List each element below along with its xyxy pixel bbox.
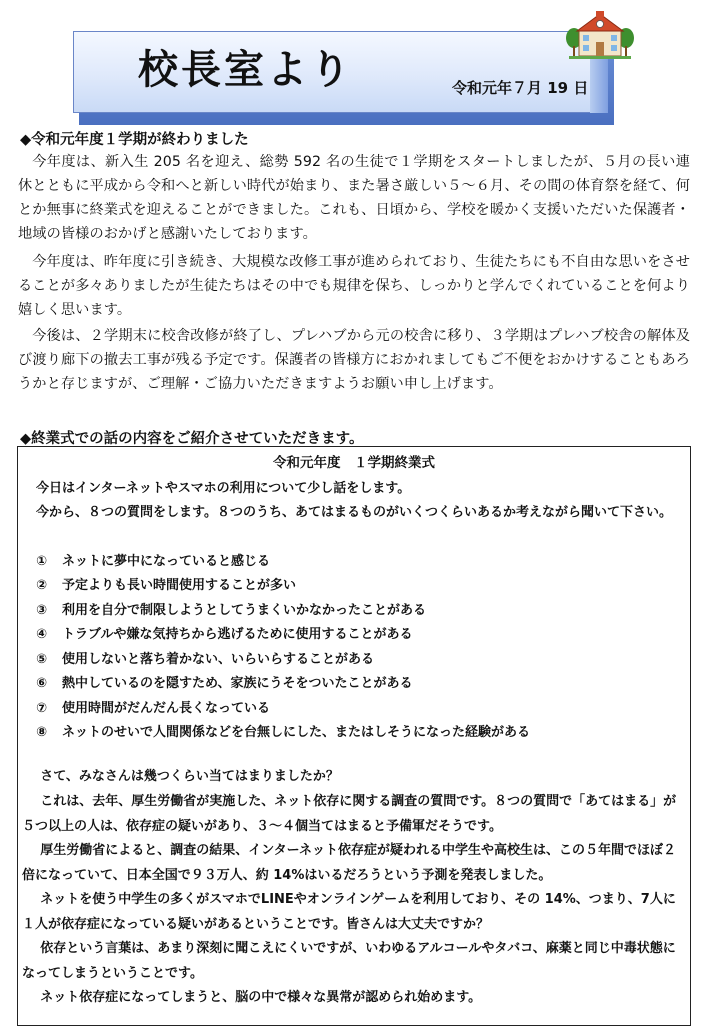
question-number: ⑦ <box>36 701 48 716</box>
banner-curl <box>590 57 608 113</box>
question-number: ④ <box>36 627 48 642</box>
speech-paragraph-3: 厚生労働省によると、調査の結果、インターネット依存症が疑われる中学生や高校生は、この５年間でほぼ２倍になっていて、日本全国で９３万人、約 14%はいるだろうという予測を発表しました。 <box>22 843 677 883</box>
page-title: 校長室より <box>138 47 353 93</box>
speech-paragraph-5: 依存という言葉は、あまり深刻に聞こえにくいですが、いわゆるアルコールやタバコ、麻薬と同じ中毒状態になってしまうということです。 <box>22 941 676 981</box>
speech-paragraph-4: ネットを使う中学生の多くがスマホでLINEやオンラインゲームを利用しており、その 14%、つまり、7人に１人が依存症になっている疑いがあるということです。皆さんは大丈夫ですか？ <box>22 892 676 932</box>
paragraph-2: 今年度は、昨年度に引き続き、大規模な改修工事が進められており、生徒たちにも不自由な思いをさせることが多々ありましたが生徒たちはその中でも規律を保ち、しっかりと学んでくれていることを何より嬉しく思います。 <box>18 254 690 318</box>
question-item <box>36 697 270 716</box>
speech-intro-2: 今から、８つの質問をします。８つのうち、あてはまるものがいくつくらいあるか考えながら聞いて下さい。 <box>36 505 672 520</box>
question-text: 使用しないと落ち着かない、いらいらすることがある <box>62 652 375 667</box>
paragraph-3: 今後は、２学期末に校舎改修が終了し、プレハブから元の校舎に移り、３学期はプレハブ校舎の解体及び渡り廊下の撤去工事が残る予定です。保護者の皆様方におかれましてもご不便をおかけすることもあろうかと存じますが、ご理解・ご協力いただきますようお願い申し上げます。 <box>18 328 690 392</box>
question-item <box>36 648 374 667</box>
question-text: トラブルや嫌な気持ちから逃げるために使用することがある <box>62 627 413 642</box>
paragraph-1: 今年度は、新入生 205 名を迎え、総勢 592 名の生徒で１学期をスタートしましたが、５月の長い連休とともに平成から令和へと新しい時代が始まり、また暑さ厳しい５～６月、その間の体育祭を経て、何とか無事に終業式を迎えることができました。これも、日頃から、学校を暖かく支援いただいた保護者・地域の皆様のおかげと感謝いたしております。 <box>18 154 690 242</box>
question-number: ⑧ <box>36 725 48 740</box>
question-item <box>36 721 530 740</box>
speech-title: 令和元年度 １学期終業式 <box>273 455 435 471</box>
question-text: ネットのせいで人間関係などを台無しにした、またはしそうになった経験がある <box>62 725 531 740</box>
question-item <box>36 623 412 642</box>
school-building-icon <box>565 8 635 60</box>
question-item <box>36 550 270 569</box>
speech-paragraph-2: これは、去年、厚生労働省が実施した、ネット依存に関する調査の質問です。８つの質問で「あてはまる」が５つ以上の人は、依存症の疑いがあり、３～４個当てはまると予備軍だそうです。 <box>22 794 677 834</box>
question-number: ① <box>36 554 48 569</box>
question-item <box>36 574 296 593</box>
speech-paragraph-1: さて、みなさんは幾つくらい当てはまりましたか？ <box>40 769 339 784</box>
question-number: ③ <box>36 603 48 618</box>
question-text: 予定よりも長い時間使用することが多い <box>62 578 297 593</box>
speech-paragraph-6: ネット依存症になってしまうと、脳の中で様々な異常が認められ始めます。 <box>40 990 482 1005</box>
section-heading-term-end: ◆令和元年度１学期が終わりました <box>20 132 249 148</box>
question-number: ② <box>36 578 48 593</box>
question-text: 利用を自分で制限しようとしてうまくいかなかったことがある <box>62 603 427 618</box>
issue-date: 令和元年７月 19 日 <box>452 79 589 97</box>
title-banner <box>73 31 608 119</box>
speech-box <box>17 446 691 1026</box>
question-text: 熱中しているのを隠すため、家族にうそをついたことがある <box>62 676 413 691</box>
question-text: ネットに夢中になっていると感じる <box>62 554 271 569</box>
speech-intro-1: 今日はインターネットやスマホの利用について少し話をします。 <box>36 481 411 496</box>
question-text: 使用時間がだんだん長くなっている <box>62 701 271 716</box>
question-number: ⑥ <box>36 676 48 691</box>
banner-face <box>73 31 600 113</box>
question-number: ⑤ <box>36 652 48 667</box>
question-item <box>36 599 426 618</box>
section-heading-speech: ◆終業式での話の内容をご紹介させていただきます。 <box>20 431 364 447</box>
question-item <box>36 672 412 691</box>
